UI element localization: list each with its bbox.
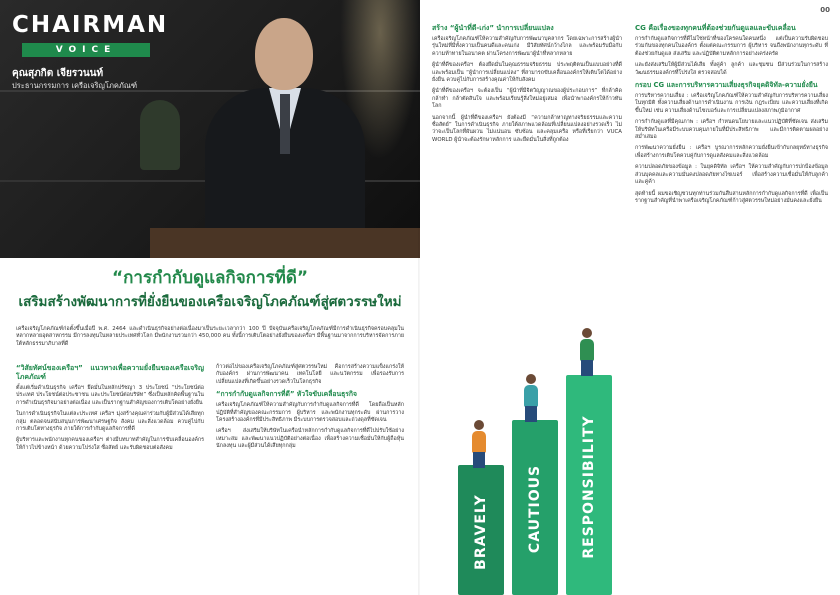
section-title: สร้าง “ผู้นำที่ดี-เก่ง” นำการเปลี่ยนแปลง <box>432 24 554 32</box>
left-column-1 <box>16 364 204 456</box>
right-page <box>420 0 840 595</box>
paragraph: การบริหารความเสี่ยง : เครือเจริญโภคภัณฑ์ให้ความสำคัญกับการบริหารความเสี่ยงในทุกมิติ ทั้งความเสี่ยงด้านการดำเนินงาน การเงิน กฎระเบียบ และความเสี่ยงที่เกิดขึ้นใหม่ เช่น ความเสี่ยงด้านไซเบอร์และการเปลี่ยนแปลงสภาพภูมิอากาศ <box>635 93 828 114</box>
paragraph: และยังส่งเสริมให้ผู้มีส่วนได้เสีย ทั้งคู่ค้า ลูกค้า และชุมชน มีส่วนร่วมในการสร้างวัฒนธรรมองค์กรที่โปร่งใส ตรวจสอบได้ <box>635 62 828 76</box>
chairman-photo <box>0 0 420 258</box>
paragraph: ผู้นำที่ดีของเครือฯ จะต้องเป็น “ผู้นำที่มีจิตวิญญาณของผู้ประกอบการ” ที่กล้าคิด กล้าทำ กล้าตัดสินใจ และพร้อมเรียนรู้สิ่งใหม่อยู่เสมอ เพื่อนำพาองค์กรให้ก้าวทันโลก <box>432 88 622 110</box>
pillar-label: RESPONSIBILITY <box>581 415 597 559</box>
paragraph: เครือฯ ส่งเสริมให้บริษัทในเครือนำหลักการกำกับดูแลกิจการที่ดีไปปรับใช้อย่างเหมาะสม และพัฒนาแนวปฏิบัติอย่างต่อเนื่อง เพื่อสร้างความเชื่อมั่นให้กับผู้ถือหุ้น นักลงทุน และผู้มีส่วนได้เสียทุกกลุ่ม <box>216 428 404 450</box>
head <box>255 18 313 90</box>
paragraph: เครือเจริญโภคภัณฑ์ให้ความสำคัญกับการพัฒนาบุคลากร โดยเฉพาะการสร้างผู้นำรุ่นใหม่ที่มีทั้งความเป็นคนดีและคนเก่ง มีวิสัยทัศน์กว้างไกล และพร้อมรับมือกับความท้าทายในอนาคต ผ่านโครงการพัฒนาผู้นำที่หลากหลาย <box>432 36 622 57</box>
paragraph: นอกจากนี้ ผู้นำที่ดีของเครือฯ ยังต้องมี “ความกล้าหาญทางจริยธรรมและความซื่อสัตย์” ในการดำเนินธุรกิจ ภายใต้สภาพแวดล้อมที่เปลี่ยนแปลงอย่างรวดเร็ว ไม่ว่าจะเป็นโลกที่ผันผวน ไม่แน่นอน ซับซ้อน และคลุมเครือ หรือที่เรียกว่า VUCA WORLD ผู้นำจะต้องรักษาหลักการ และยึดมั่นในสิ่งที่ถูกต้อง <box>432 114 622 143</box>
right-column-2 <box>635 24 828 209</box>
paragraph: เครือเจริญโภคภัณฑ์ให้ความสำคัญกับการกำกับดูแลกิจการที่ดี โดยถือเป็นหลักปฏิบัติที่สำคัญของคณะกรรมการ ผู้บริหาร และพนักงานทุกระดับ ผ่านการวางโครงสร้างองค์กรที่มีประสิทธิภาพ มีระบบการตรวจสอบและถ่วงดุลที่ชัดเจน <box>216 402 404 424</box>
paragraph: ในการดำเนินธุรกิจในแต่ละประเทศ เครือฯ มุ่งสร้างคุณค่าร่วมกับผู้มีส่วนได้เสียทุกกลุ่ม ตลอดจนสนับสนุนการพัฒนาเศรษฐกิจ สังคม และสิ่งแวดล้อม ควบคู่ไปกับการเติบโตทางธุรกิจ ภายใต้การกำกับดูแลกิจการที่ดี <box>16 411 204 433</box>
pillars-illustration <box>458 332 618 595</box>
paragraph: ก้าวต่อไปของเครือเจริญโภคภัณฑ์สู่ศตวรรษใหม่ คือการสร้างความแข็งแกร่งให้กับองค์กร ผ่านการพัฒนาคน เทคโนโลยี และนวัตกรรม เพื่อรองรับการเปลี่ยนแปลงที่เกิดขึ้นอย่างรวดเร็วในโลกธุรกิจ <box>216 364 404 385</box>
paragraph: ความปลอดภัยของข้อมูล : ในยุคดิจิทัล เครือฯ ให้ความสำคัญกับการปกป้องข้อมูลส่วนบุคคลและความมั่นคงปลอดภัยทางไซเบอร์ เพื่อสร้างความเชื่อมั่นให้กับลูกค้าและคู่ค้า <box>635 164 828 186</box>
paragraph: ตั้งแต่เริ่มดำเนินธุรกิจ เครือฯ ยึดมั่นในหลักปรัชญา 3 ประโยชน์ “ประโยชน์ต่อประเทศ ประโยชน์ต่อประชาชน และประโยชน์ต่อบริษัท” ซึ่งเป็นหลักคิดพื้นฐานในการดำเนินธุรกิจมาอย่างต่อเนื่อง และเป็นรากฐานสำคัญของการเติบโตอย่างยั่งยืน <box>16 385 204 406</box>
paragraph: สุดท้ายนี้ ผมขอเชิญชวนทุกท่านร่วมกันสืบสานหลักการกำกับดูแลกิจการที่ดี เพื่อเป็นรากฐานสำคัญที่นำพาเครือเจริญโภคภัณฑ์ก้าวสู่ศตวรรษใหม่อย่างมั่นคงและยั่งยืน <box>635 190 828 204</box>
desk <box>150 228 420 258</box>
brand-subtitle: VOICE <box>22 43 150 57</box>
tie <box>280 94 290 154</box>
chairman-figure <box>205 18 365 258</box>
plant <box>140 100 180 170</box>
right-column-1 <box>432 24 622 148</box>
sub-title: “การกำกับดูแลกิจการที่ดี” หัวใจขับเคลื่อนธุรกิจ <box>216 390 357 399</box>
pillar-cautious <box>512 420 558 595</box>
page-number: 00 <box>820 6 830 14</box>
brand-title: CHAIRMAN <box>12 12 169 38</box>
paragraph: ผู้นำที่ดีของเครือฯ ต้องยึดมั่นในคุณธรรมจริยธรรม ประพฤติตนเป็นแบบอย่างที่ดี และพร้อมเป็น “ผู้นำการเปลี่ยนแปลง” ที่สามารถขับเคลื่อนองค์กรให้เติบโตได้อย่างยั่งยืน ควบคู่ไปกับการสร้างคุณค่าให้กับสังคม <box>432 62 622 84</box>
paragraph: การกำกับดูแลกิจการที่ดีไม่ใช่หน้าที่ของใครคนใดคนหนึ่ง แต่เป็นความรับผิดชอบร่วมกันของทุกคนในองค์กร ตั้งแต่คณะกรรมการ ผู้บริหาร จนถึงพนักงานทุกระดับ ที่ต้องช่วยกันดูแล ส่งเสริม และปฏิบัติตามหลักการอย่างเคร่งครัด <box>635 36 828 57</box>
intro-paragraph: เครือเจริญโภคภัณฑ์ก่อตั้งขึ้นเมื่อปี พ.ศ. 2464 และดำเนินธุรกิจอย่างต่อเนื่องมาเป็นระยะเวลากว่า 100 ปี ปัจจุบันเครือเจริญโภคภัณฑ์มีการดำเนินธุรกิจครอบคลุมในหลากหลายอุตสาหกรรม มีการลงทุนในหลายประเทศทั่วโลก มีพนักงานรวมกว่า 450,000 คน ทั้งนี้การเติบโตอย่างยั่งยืนของเครือฯ มีพื้นฐานมาจากการบริหารจัดการภายใต้หลักธรรมาภิบาลที่ดี <box>16 326 404 347</box>
section-title: CG คือเรื่องของทุกคนที่ต้องช่วยกันดูแลและขับเคลื่อน <box>635 24 796 32</box>
paragraph: การพัฒนาความยั่งยืน : เครือฯ บูรณาการหลักความยั่งยืนเข้ากับกลยุทธ์ทางธุรกิจ เพื่อสร้างการเติบโตควบคู่กับการดูแลสังคมและสิ่งแวดล้อม <box>635 145 828 159</box>
section-title: “วิสัยทัศน์ของเครือฯ” แนวทางเพื่อความยั่งยืนของเครือเจริญโภคภัณฑ์ <box>16 364 204 381</box>
pillar-label: CAUTIOUS <box>527 464 543 554</box>
headline: เสริมสร้างพัฒนาการที่ยั่งยืนของเครือเจริญโภคภัณฑ์สู่ศตวรรษใหม่ <box>18 294 402 310</box>
chairman-name: คุณสุภกิต เจียรวนนท์ <box>12 68 104 79</box>
paragraph: ผู้บริหารและพนักงานทุกคนของเครือฯ ต่างมีบทบาทสำคัญในการขับเคลื่อนองค์กรให้ก้าวไปข้างหน้า ด้วยความโปร่งใส ซื่อสัตย์ และรับผิดชอบต่อสังคม <box>16 437 204 451</box>
left-column-2 <box>216 364 404 455</box>
quote-title: “การกำกับดูแลกิจการที่ดี” <box>111 268 309 288</box>
pillar-label: BRAVELY <box>473 494 489 570</box>
sub-title: กรอบ CG และการบริหารความเสี่ยงธุรกิจยุคดิจิทัล-ความยั่งยืน <box>635 81 818 90</box>
paragraph: การกำกับดูแลที่มีคุณภาพ : เครือฯ กำหนดนโยบายและแนวปฏิบัติที่ชัดเจน ส่งเสริมให้บริษัทในเครือมีระบบควบคุมภายในที่มีประสิทธิภาพ และมีการติดตามผลอย่างสม่ำเสมอ <box>635 119 828 141</box>
pillar-responsibility <box>566 375 612 595</box>
pillar-bravely <box>458 465 504 595</box>
chairman-position: ประธานกรรมการ เครือเจริญโภคภัณฑ์ <box>12 81 138 90</box>
